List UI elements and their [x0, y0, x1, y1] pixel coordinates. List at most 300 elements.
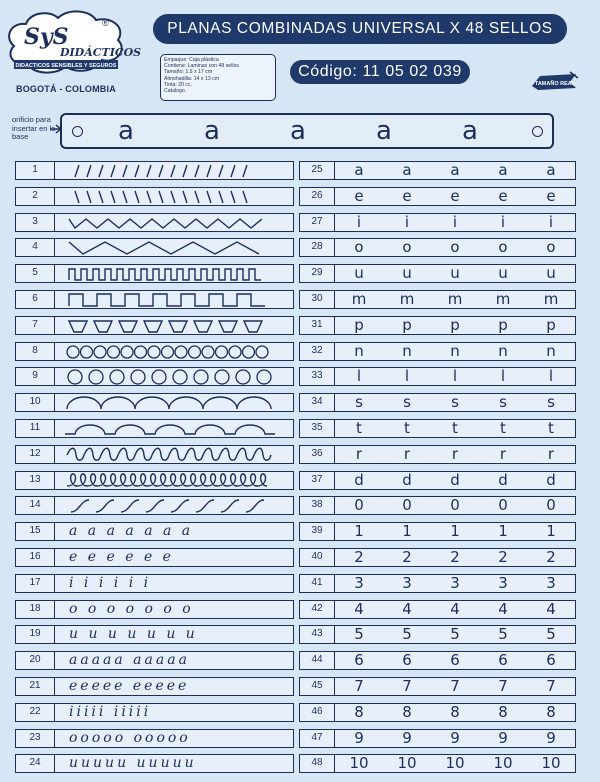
loops-pattern [63, 473, 283, 489]
row-number: 2 [15, 187, 55, 206]
stamp-character: e [546, 186, 556, 205]
stamp-character: 4 [402, 599, 412, 618]
stamp-character: 7 [546, 677, 556, 695]
stamp-character: 2 [450, 548, 460, 566]
stamp-row-16 [15, 548, 294, 567]
stamp-character: l [356, 367, 362, 386]
stamp-character: o [498, 238, 508, 257]
stamp-character: 10 [541, 754, 561, 773]
cursive-text: iiiii iiiii [69, 703, 152, 720]
row-number: 11 [15, 419, 55, 438]
stamp-character: e [498, 186, 508, 205]
stamp-character: u [450, 264, 460, 283]
info-line: Contiene: Laminas con 48 sellos [164, 63, 239, 70]
brand-tagline: DIDACTICOS SENSIBLES Y SEGUROS [15, 63, 117, 69]
stamp-pattern [55, 754, 294, 773]
stamp-character: 4 [498, 599, 508, 618]
base-letter: a [376, 116, 392, 146]
stamp-character: l [500, 367, 506, 386]
stamp-row-32 [299, 342, 576, 361]
square-large-pattern [63, 292, 283, 308]
stamp-character: n [498, 341, 508, 360]
stamp-character: r [451, 444, 459, 463]
stamp-row-18 [15, 600, 294, 619]
row-number: 47 [299, 729, 335, 748]
cursive-text: ooooo ooooo [69, 729, 191, 746]
stamp-row-12 [15, 445, 294, 464]
row-number: 34 [299, 393, 335, 412]
row-number: 29 [299, 264, 335, 283]
stamp-character: 8 [546, 702, 556, 721]
row-number: 4 [15, 238, 55, 257]
stamp-pattern [55, 161, 294, 180]
info-line: Tamaño: 1.5 x 17 cm [164, 69, 213, 76]
stamp-character: p [498, 315, 508, 334]
stamp-character: 3 [498, 573, 508, 592]
arcs-pattern [63, 395, 283, 411]
row-number: 27 [299, 213, 335, 232]
stamp-row-23 [15, 729, 294, 748]
row-number: 5 [15, 264, 55, 283]
row-number: 22 [15, 703, 55, 722]
row-number: 38 [299, 496, 335, 515]
stamp-row-44 [299, 651, 576, 670]
stamp-character: d [498, 470, 508, 489]
stamp-row-27 [299, 213, 576, 232]
stamp-pattern [55, 651, 294, 670]
stamp-characters [335, 290, 576, 309]
stamp-row-30 [299, 290, 576, 309]
row-number: 31 [299, 316, 335, 335]
stamp-character: o [546, 238, 556, 257]
stamp-characters [335, 187, 576, 206]
stamp-row-17 [15, 574, 294, 593]
stamp-character: t [500, 419, 506, 437]
row-number: 14 [15, 496, 55, 515]
cursive-text: i i i i i i [69, 574, 152, 591]
stamp-characters [335, 264, 576, 283]
stamp-row-31 [299, 316, 576, 335]
stamp-character: 0 [354, 496, 364, 515]
stamp-row-43 [299, 625, 576, 644]
row-number: 48 [299, 754, 335, 773]
row-number: 37 [299, 471, 335, 490]
stamp-character: 9 [450, 728, 460, 747]
stamp-character: 6 [498, 651, 508, 670]
stamp-character: i [404, 212, 410, 231]
cursive-strokes-pattern [63, 498, 283, 514]
cursive-text: u u u u u u u [69, 626, 198, 643]
row-number: 26 [299, 187, 335, 206]
cursive-text: aaaaa aaaaa [69, 652, 190, 669]
row-number: 20 [15, 651, 55, 670]
row-number: 42 [299, 600, 335, 619]
row-number: 28 [299, 238, 335, 257]
stamp-character: 9 [546, 728, 556, 747]
row-number: 30 [299, 290, 335, 309]
stamp-character: 5 [546, 625, 556, 644]
stamp-character: r [403, 444, 411, 463]
stamp-row-33 [299, 367, 576, 386]
cursive-text: a a a a a a a [69, 523, 194, 540]
brand-subtitle: DIDÁCTICOS [60, 46, 142, 59]
product-info-box [160, 54, 276, 101]
row-number: 16 [15, 548, 55, 567]
stamp-character: r [547, 444, 555, 463]
stamp-character: n [450, 341, 460, 360]
brand-name: SyS [24, 24, 69, 50]
stamp-character: l [452, 367, 458, 386]
stamp-pattern [55, 496, 294, 515]
stamp-pattern [55, 574, 294, 593]
stamp-characters [335, 548, 576, 567]
stamp-row-40 [299, 548, 576, 567]
stamp-character: 1 [402, 522, 412, 541]
stamp-character: i [452, 212, 458, 231]
stamp-row-36 [299, 445, 576, 464]
stamp-character: n [402, 341, 412, 360]
stamp-character: 3 [402, 573, 412, 592]
row-number: 6 [15, 290, 55, 309]
row-number: 23 [15, 729, 55, 748]
stamp-pattern [55, 238, 294, 257]
stamp-row-47 [299, 729, 576, 748]
stamp-character: 8 [498, 702, 508, 721]
row-number: 24 [15, 754, 55, 773]
stamp-row-28 [299, 238, 576, 257]
row-number: 8 [15, 342, 55, 361]
stamp-character: 7 [498, 677, 508, 695]
stamp-characters [335, 213, 576, 232]
stamp-character: 5 [402, 625, 412, 644]
row-number: 7 [15, 316, 55, 335]
stamp-character: 7 [354, 677, 364, 695]
row-number: 12 [15, 445, 55, 464]
stamp-character: p [354, 315, 364, 334]
row-number: 43 [299, 625, 335, 644]
stamp-characters [335, 367, 576, 386]
stamp-characters [335, 574, 576, 593]
row-number: 36 [299, 445, 335, 464]
info-line: Empaque: Caja plástica [164, 57, 219, 63]
stamp-pattern [55, 522, 294, 541]
stamp-character: 0 [498, 496, 508, 515]
stamp-character: r [355, 444, 363, 463]
stamp-characters [335, 161, 576, 180]
stamp-pattern [55, 213, 294, 232]
stamp-character: i [500, 212, 506, 231]
circles-small-pattern [63, 344, 283, 360]
stamp-row-9 [15, 367, 294, 386]
stamp-row-11 [15, 419, 294, 438]
stamp-row-4 [15, 238, 294, 257]
stamp-character: s [547, 393, 555, 412]
stamp-character: 0 [546, 496, 556, 515]
cursive-text: e e e e e e [69, 549, 174, 565]
row-number: 45 [299, 677, 335, 696]
row-number: 17 [15, 574, 55, 593]
zigzag-large-pattern [63, 240, 283, 256]
stamp-character: m [399, 290, 415, 308]
stamp-character: m [495, 290, 511, 308]
stamp-row-35 [299, 419, 576, 438]
slashes-pattern [63, 163, 283, 179]
stamp-character: 9 [402, 728, 412, 747]
stamp-character: 10 [493, 754, 513, 773]
row-number: 41 [299, 574, 335, 593]
base-letter: a [204, 116, 220, 146]
stamp-row-24 [15, 754, 294, 773]
stamp-characters [335, 522, 576, 541]
stamp-row-21 [15, 677, 294, 696]
stamp-row-42 [299, 600, 576, 619]
stamp-characters [335, 651, 576, 670]
brand-logo [4, 8, 142, 80]
stamp-character: 3 [450, 573, 460, 592]
stamp-pattern [55, 393, 294, 412]
stamp-row-5 [15, 264, 294, 283]
stamp-characters [335, 419, 576, 438]
stamp-characters [335, 703, 576, 722]
stamp-characters [335, 342, 576, 361]
row-number: 19 [15, 625, 55, 644]
stamp-character: o [450, 238, 460, 257]
stamp-character: 3 [546, 573, 556, 592]
stamp-character: u [402, 264, 412, 283]
stamp-characters [335, 238, 576, 257]
stamp-row-22 [15, 703, 294, 722]
stamp-pattern [55, 677, 294, 696]
stamp-character: i [356, 212, 362, 231]
waves-pattern [63, 447, 283, 463]
stamp-characters [335, 393, 576, 412]
row-number: 39 [299, 522, 335, 541]
stamp-character: s [451, 393, 459, 412]
stamp-character: s [355, 393, 363, 412]
stamp-character: a [546, 161, 556, 179]
stamp-character: t [404, 419, 410, 437]
stamp-row-29 [299, 264, 576, 283]
stamp-character: n [354, 341, 364, 360]
row-number: 15 [15, 522, 55, 541]
stamp-pattern [55, 342, 294, 361]
stamp-character: l [548, 367, 554, 386]
stamp-pattern [55, 316, 294, 335]
row-number: 3 [15, 213, 55, 232]
stamp-row-20 [15, 651, 294, 670]
stamp-character: t [356, 419, 362, 437]
info-line: Almohadilla: 14 x 13 cm [164, 75, 220, 82]
stamp-characters [335, 600, 576, 619]
base-letter: a [118, 116, 134, 146]
stamp-character: 5 [498, 625, 508, 644]
stamp-character: 10 [349, 754, 369, 773]
stamp-character: 2 [354, 548, 364, 566]
stamp-character: p [402, 315, 412, 334]
stamp-character: t [548, 419, 554, 437]
stamp-character: 0 [450, 496, 460, 515]
stamp-character: e [354, 186, 364, 205]
info-line: Catalogo. [164, 88, 187, 95]
stamp-character: 8 [450, 702, 460, 721]
stamp-character: m [447, 290, 463, 308]
stamp-row-2 [15, 187, 294, 206]
stamp-character: 0 [402, 496, 412, 515]
real-size-badge [530, 70, 580, 92]
stamp-character: i [548, 212, 554, 231]
stamp-pattern [55, 264, 294, 283]
stamp-row-1 [15, 161, 294, 180]
stamp-character: 1 [450, 522, 460, 541]
stamp-character: m [543, 290, 559, 308]
hole-icon [72, 126, 83, 137]
trapezoids-pattern [63, 318, 283, 334]
stamp-character: 5 [354, 625, 364, 644]
stamp-row-19 [15, 625, 294, 644]
stamp-pattern [55, 548, 294, 567]
cursive-text: uuuuu uuuuu [69, 755, 197, 772]
stamp-row-6 [15, 290, 294, 309]
row-number: 33 [299, 367, 335, 386]
stamp-character: 3 [354, 573, 364, 592]
row-number: 25 [299, 161, 335, 180]
stamp-pattern [55, 471, 294, 490]
stamp-pattern [55, 600, 294, 619]
stamp-pattern [55, 703, 294, 722]
stamp-pattern [55, 419, 294, 438]
stamp-character: 6 [546, 651, 556, 670]
row-number: 13 [15, 471, 55, 490]
stamp-pattern [55, 290, 294, 309]
page-title: PLANAS COMBINADAS UNIVERSAL X 48 SELLOS [153, 14, 567, 44]
stamp-character: d [450, 470, 460, 489]
humps-pattern [63, 421, 283, 437]
stamp-row-48 [299, 754, 576, 773]
stamp-character: 4 [450, 599, 460, 618]
stamp-pattern [55, 729, 294, 748]
square-small-pattern [63, 266, 283, 282]
stamp-row-13 [15, 471, 294, 490]
stamp-row-14 [15, 496, 294, 515]
stamp-character: 1 [354, 522, 364, 541]
stamp-character: 6 [402, 651, 412, 670]
stamp-character: n [546, 341, 556, 360]
product-code: Código: 11 05 02 039 [290, 60, 470, 84]
row-number: 18 [15, 600, 55, 619]
stamp-character: s [403, 393, 411, 412]
stamp-row-41 [299, 574, 576, 593]
stamp-row-34 [299, 393, 576, 412]
base-letter: a [290, 116, 306, 146]
stamp-pattern [55, 187, 294, 206]
stamp-character: r [499, 444, 507, 463]
stamp-character: 10 [397, 754, 417, 773]
stamp-pattern [55, 445, 294, 464]
row-number: 9 [15, 367, 55, 386]
info-line: Tinta: 20 cc. [164, 81, 193, 88]
stamp-character: 2 [402, 548, 412, 566]
stamp-character: u [354, 264, 364, 283]
stamp-character: 10 [445, 754, 465, 773]
row-number: 21 [15, 677, 55, 696]
stamp-character: 8 [354, 702, 364, 721]
circles-large-pattern [63, 369, 283, 385]
stamp-character: p [450, 315, 460, 334]
base-stamp-strip [60, 113, 554, 149]
stamp-characters [335, 496, 576, 515]
row-number: 35 [299, 419, 335, 438]
stamp-characters [335, 625, 576, 644]
stamp-character: o [354, 238, 364, 257]
stamp-character: e [450, 186, 460, 205]
stamp-pattern [55, 367, 294, 386]
stamp-character: 7 [402, 677, 412, 695]
stamp-character: 1 [498, 522, 508, 541]
stamp-row-25 [299, 161, 576, 180]
stamp-row-10 [15, 393, 294, 412]
stamp-row-37 [299, 471, 576, 490]
stamp-character: 1 [546, 522, 556, 541]
stamp-character: o [402, 238, 412, 257]
stamp-character: d [546, 470, 556, 489]
stamp-character: e [402, 186, 412, 205]
stamp-row-45 [299, 677, 576, 696]
stamp-characters [335, 445, 576, 464]
orificio-label: orificio para insertar en la base [12, 115, 56, 141]
row-number: 32 [299, 342, 335, 361]
stamp-character: l [404, 367, 410, 386]
real-size-label: TAMAÑO REAL [534, 81, 576, 87]
row-number: 40 [299, 548, 335, 567]
row-number: 46 [299, 703, 335, 722]
stamp-characters [335, 729, 576, 748]
stamp-character: 9 [498, 728, 508, 747]
stamp-pattern [55, 625, 294, 644]
stamp-character: d [402, 470, 412, 489]
city-label: BOGOTÁ - COLOMBIA [16, 84, 116, 94]
stamp-character: a [354, 161, 364, 179]
stamp-character: 2 [498, 548, 508, 566]
stamp-character: 6 [354, 651, 364, 670]
base-letter: a [462, 116, 478, 146]
stamp-character: 8 [402, 702, 412, 721]
stamp-character: a [450, 161, 460, 179]
cursive-text: o o o o o o o [69, 600, 194, 617]
stamp-character: a [402, 161, 412, 179]
stamp-character: u [546, 264, 556, 283]
stamp-row-38 [299, 496, 576, 515]
stamp-character: 4 [546, 599, 556, 618]
hole-icon [532, 126, 543, 137]
cursive-text: eeeee eeeee [69, 678, 190, 694]
stamp-row-8 [15, 342, 294, 361]
stamp-row-46 [299, 703, 576, 722]
stamp-characters [335, 754, 576, 773]
row-number: 1 [15, 161, 55, 180]
stamp-character: 5 [450, 625, 460, 644]
stamp-row-26 [299, 187, 576, 206]
stamp-row-15 [15, 522, 294, 541]
stamp-character: 9 [354, 728, 364, 747]
stamp-characters [335, 316, 576, 335]
stamp-characters [335, 677, 576, 696]
stamp-character: 4 [354, 599, 364, 618]
stamp-row-3 [15, 213, 294, 232]
registered-mark: ® [102, 18, 109, 28]
stamp-character: p [546, 315, 556, 334]
stamp-character: u [498, 264, 508, 283]
stamp-character: 7 [450, 677, 460, 695]
